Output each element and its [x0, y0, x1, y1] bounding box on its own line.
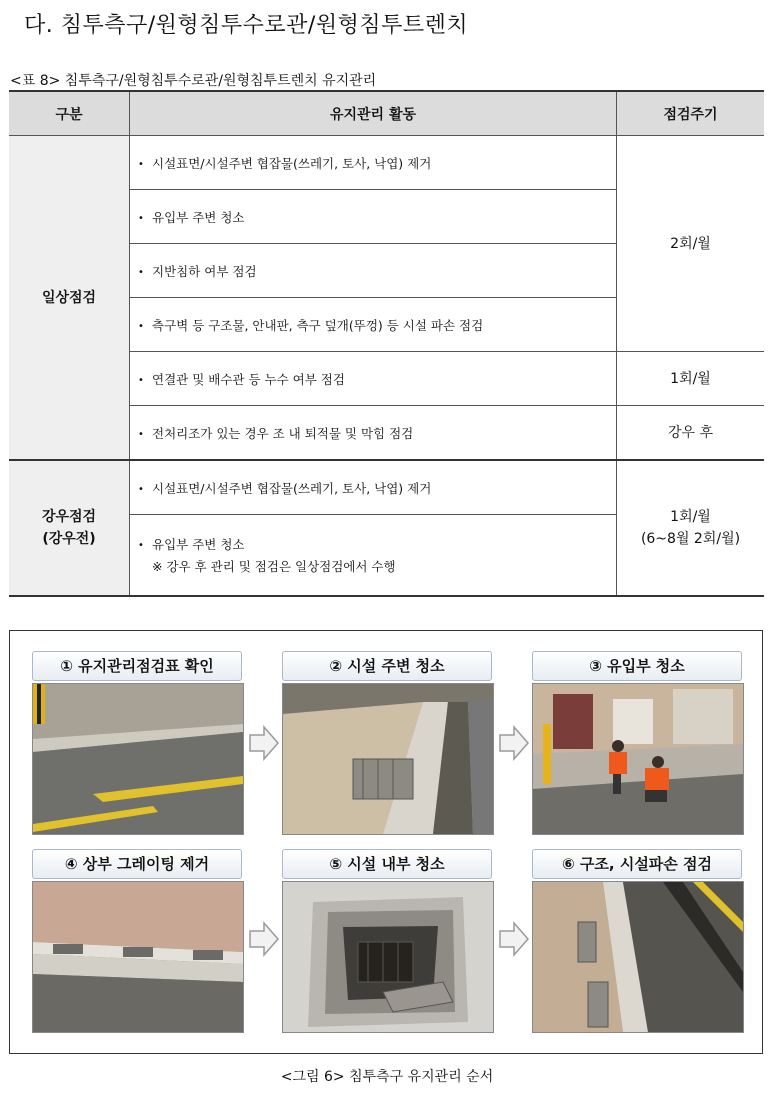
- bullet-mark: •: [138, 428, 144, 440]
- maintenance-table: [9, 90, 764, 597]
- activity-text: 유입부 주변 청소: [152, 537, 245, 552]
- table-row: [9, 136, 764, 190]
- step-6: [532, 849, 742, 1033]
- step-label: ④ 상부 그레이팅 제거: [32, 849, 242, 879]
- bullet-mark: •: [138, 266, 144, 278]
- rain-cycle-line2: (6~8월 2회/월): [640, 531, 741, 547]
- arrow-right-icon: [248, 919, 280, 959]
- cycle-cell: 1회/월: [617, 352, 765, 406]
- step-6-photo: [532, 881, 744, 1033]
- step-label: ③ 유입부 청소: [532, 651, 742, 681]
- step-label: ⑤ 시설 내부 청소: [282, 849, 492, 879]
- bullet-mark: •: [138, 483, 144, 495]
- arrow-right-icon: [498, 919, 530, 959]
- header-category: 구분: [9, 91, 130, 136]
- figure-caption: <그림 6> 침투측구 유지관리 순서: [280, 1069, 494, 1085]
- step-label: ⑥ 구조, 시설파손 점검: [532, 849, 742, 879]
- arrow-right-icon: [498, 723, 530, 763]
- bullet-mark: •: [138, 158, 144, 170]
- activity-cell: [130, 190, 617, 244]
- step-3: [532, 651, 742, 835]
- step-label: ① 유지관리점검표 확인: [32, 651, 242, 681]
- cycle-cell: [617, 460, 765, 596]
- activity-cell: [130, 460, 617, 515]
- activity-text: 연결관 및 배수관 등 누수 여부 점검: [152, 371, 345, 387]
- activity-cell: [130, 244, 617, 298]
- step-4: [32, 849, 242, 1033]
- table-row: [9, 460, 764, 515]
- activity-cell: [130, 136, 617, 190]
- rain-group-line2: (강우전): [42, 531, 96, 547]
- activity-text: 유입부 주변 청소: [152, 209, 245, 225]
- arrow-right-icon: [248, 723, 280, 763]
- step-2-photo: [282, 683, 494, 835]
- header-cycle: 점검주기: [617, 91, 765, 136]
- step-5-photo: [282, 881, 494, 1033]
- section-title: 다. 침투측구/원형침투수로관/원형침투트렌치: [24, 13, 469, 38]
- bullet-mark: •: [138, 374, 144, 386]
- activity-cell: [130, 352, 617, 406]
- step-5: [282, 849, 492, 1033]
- step-4-photo: [32, 881, 244, 1033]
- bullet-mark: •: [138, 212, 144, 224]
- maintenance-sequence-figure: [9, 630, 763, 1054]
- activity-text: 측구벽 등 구조물, 안내판, 측구 덮개(뚜껑) 등 시설 파손 점검: [152, 317, 484, 333]
- rain-group-line1: 강우점검: [41, 509, 97, 525]
- step-1: [32, 651, 242, 835]
- activity-text: 지반침하 여부 점검: [152, 263, 257, 279]
- step-2: [282, 651, 492, 835]
- rain-note: ※ 강우 후 관리 및 점검은 일상점검에서 수행: [152, 559, 396, 574]
- header-activity: 유지관리 활동: [130, 91, 617, 136]
- daily-group-cell: 일상점검: [9, 136, 130, 461]
- rain-cycle-line1: 1회/월: [670, 509, 711, 525]
- activity-cell: [130, 298, 617, 352]
- table-header-row: [9, 91, 764, 136]
- activity-text: 전처리조가 있는 경우 조 내 퇴적물 및 막힘 점검: [152, 425, 414, 441]
- activity-cell: [130, 406, 617, 461]
- step-1-photo: [32, 683, 244, 835]
- cycle-cell: 2회/월: [617, 136, 765, 352]
- bullet-mark: •: [138, 320, 144, 332]
- bullet-mark: •: [138, 540, 144, 551]
- activity-text: 시설표면/시설주변 협잡물(쓰레기, 토사, 낙엽) 제거: [152, 155, 432, 171]
- activity-text: 시설표면/시설주변 협잡물(쓰레기, 토사, 낙엽) 제거: [152, 480, 432, 496]
- table-caption: <표 8> 침투측구/원형침투수로관/원형침투트렌치 유지관리: [10, 73, 377, 89]
- cycle-cell: 강우 후: [617, 406, 765, 461]
- step-label: ② 시설 주변 청소: [282, 651, 492, 681]
- step-3-photo: [532, 683, 744, 835]
- rain-group-cell: [9, 460, 130, 596]
- activity-cell: [130, 515, 617, 597]
